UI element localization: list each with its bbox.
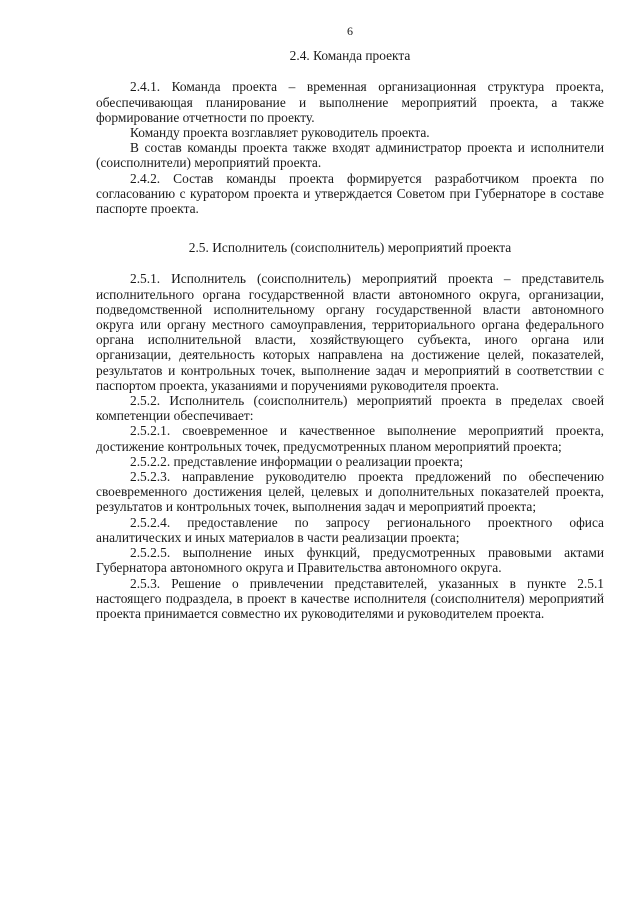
section-2-5 [96,240,604,621]
paragraph: 2.5.2.1. своевременное и качественное выполнение мероприятий проекта, достижение контрольных точек, предусмотренных планом мероприятий проекта; [96,423,604,454]
paragraph: 2.5.1. Исполнитель (соисполнитель) мероприятий проекта – представитель исполнительного органа государственной власти автономного округа, организации, подведомственной исполнительному органу государственной власти автономного округа или органу местного самоуправления, территориального органа федерального органа исполнительной власти, хозяйствующего субъекта, иного органа или организации, деятельность которых направлена на достижение целей, показателей, результатов и контрольных точек, выполнение задач и мероприятий в соответствии с паспортом проекта, указаниями и поручениями руководителя проекта. [96,271,604,393]
section-heading: 2.5. Исполнитель (соисполнитель) мероприятий проекта [188,240,512,256]
paragraph: 2.5.2.5. выполнение иных функций, предусмотренных правовыми актами Губернатора автономного округа и Правительства автономного округа. [96,545,604,576]
paragraph: 2.5.3. Решение о привлечении представителей, указанных в пункте 2.5.1 настоящего подраздела, в проект в качестве исполнителя (соисполнителя) мероприятий проекта принимается совместно их руководителями и руководителем проекта. [96,575,604,621]
paragraph: 2.4.1. Команда проекта – временная организационная структура проекта, обеспечивающая планирование и выполнение мероприятий проекта, а также формирование отчетности по проекту. [96,79,604,125]
paragraph: 2.5.2.2. представление информации о реализации проекта; [130,453,464,469]
paragraph: 2.4.2. Состав команды проекта формируется разработчиком проекта по согласованию с куратором проекта и утверждается Советом при Губернаторе в составе паспорте проекта. [96,170,604,217]
paragraph: 2.5.2.4. предоставление по запросу регионального проектного офиса аналитических и иных материалов в части реализации проекта; [96,514,604,545]
paragraph: 2.5.2.3. направление руководителю проекта предложений по обеспечению своевременного достижения целей, целевых и дополнительных показателей проекта, результатов и контрольных точек, выполнения задач и мероприятий проекта; [96,469,604,515]
section-2-4 [96,48,604,216]
section-heading: 2.4. Команда проекта [289,48,411,64]
paragraph: В состав команды проекта также входят администратор проекта и исполнители (соисполнители) мероприятий проекта. [96,140,604,171]
paragraph: Команду проекта возглавляет руководитель проекта. [130,125,430,141]
document-page [96,24,604,621]
paragraph: 2.5.2. Исполнитель (соисполнитель) мероприятий проекта в пределах своей компетенции обеспечивает: [96,393,604,424]
page-number: 6 [347,24,353,38]
